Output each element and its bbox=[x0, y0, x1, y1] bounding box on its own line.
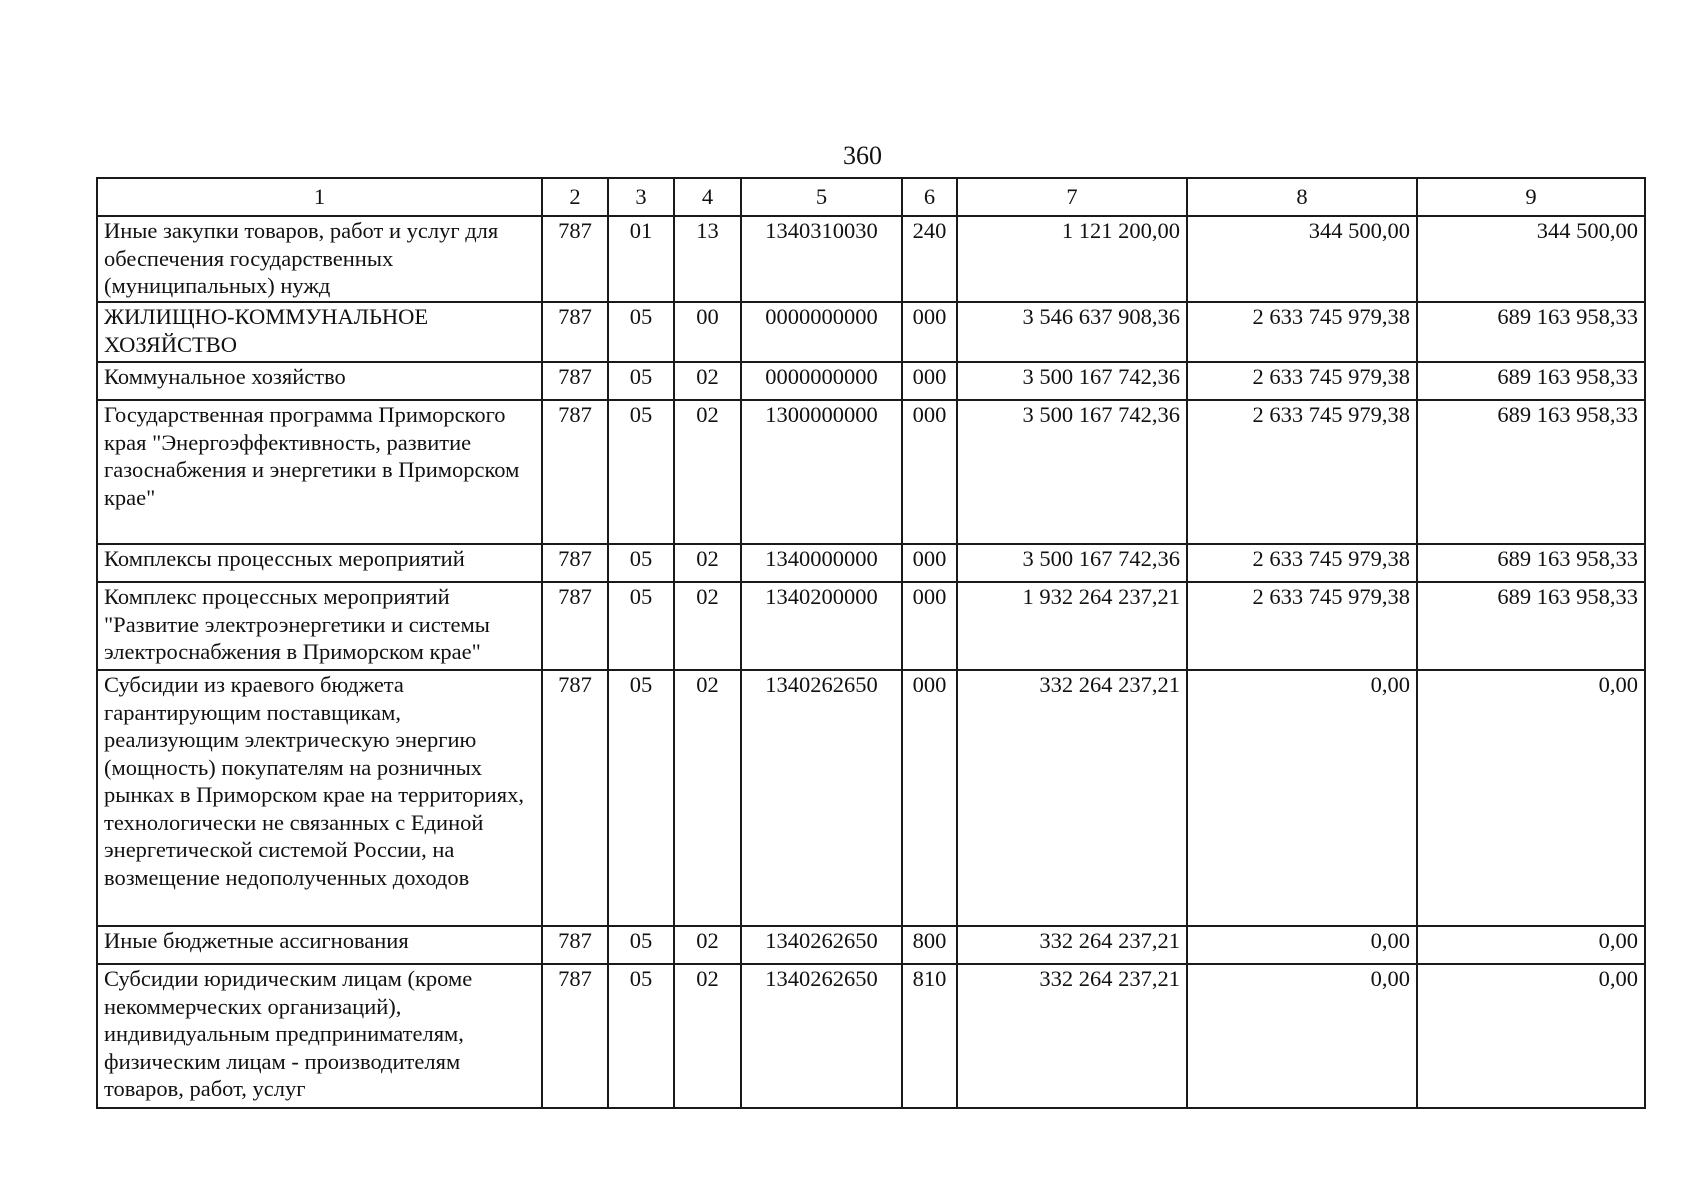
table-row bbox=[97, 302, 1645, 362]
row-name: Комплексы процессных мероприятий bbox=[97, 544, 542, 582]
header-cell: 2 bbox=[542, 178, 608, 216]
row-amount-8: 344 500,00 bbox=[1187, 216, 1417, 302]
page-number: 360 bbox=[843, 141, 882, 170]
table-row bbox=[97, 964, 1645, 1108]
table-row bbox=[97, 670, 1645, 926]
row-code-4: 02 bbox=[674, 400, 741, 544]
row-code-2: 787 bbox=[542, 216, 608, 302]
row-code-2: 787 bbox=[542, 362, 608, 400]
row-amount-8: 0,00 bbox=[1187, 926, 1417, 964]
row-amount-9: 689 163 958,33 bbox=[1417, 362, 1645, 400]
row-code-6: 000 bbox=[902, 582, 957, 670]
row-code-6: 000 bbox=[902, 302, 957, 362]
header-cell: 9 bbox=[1417, 178, 1645, 216]
row-code-5: 1340310030 bbox=[741, 216, 902, 302]
row-amount-8: 2 633 745 979,38 bbox=[1187, 400, 1417, 544]
row-code-4: 02 bbox=[674, 544, 741, 582]
row-amount-7: 1 932 264 237,21 bbox=[957, 582, 1187, 670]
row-code-4: 02 bbox=[674, 670, 741, 926]
row-amount-7: 3 500 167 742,36 bbox=[957, 362, 1187, 400]
row-code-6: 000 bbox=[902, 670, 957, 926]
row-code-2: 787 bbox=[542, 964, 608, 1108]
row-amount-8: 2 633 745 979,38 bbox=[1187, 362, 1417, 400]
row-code-5: 1340262650 bbox=[741, 926, 902, 964]
row-amount-8: 0,00 bbox=[1187, 964, 1417, 1108]
table-row bbox=[97, 362, 1645, 400]
header-cell: 8 bbox=[1187, 178, 1417, 216]
row-name: Иные бюджетные ассигнования bbox=[97, 926, 542, 964]
row-code-2: 787 bbox=[542, 670, 608, 926]
row-code-6: 000 bbox=[902, 362, 957, 400]
row-amount-7: 332 264 237,21 bbox=[957, 926, 1187, 964]
header-cell: 4 bbox=[674, 178, 741, 216]
row-code-5: 1300000000 bbox=[741, 400, 902, 544]
row-code-3: 05 bbox=[608, 362, 674, 400]
table-row bbox=[97, 544, 1645, 582]
row-name: Государственная программа Приморского края "Энергоэффективность, развитие газоснабжения и энергетики в Приморском крае" bbox=[97, 400, 542, 544]
row-amount-9: 0,00 bbox=[1417, 964, 1645, 1108]
row-code-4: 02 bbox=[674, 362, 741, 400]
row-code-2: 787 bbox=[542, 544, 608, 582]
row-code-3: 05 bbox=[608, 400, 674, 544]
row-amount-8: 2 633 745 979,38 bbox=[1187, 302, 1417, 362]
row-amount-7: 3 500 167 742,36 bbox=[957, 544, 1187, 582]
table-row bbox=[97, 926, 1645, 964]
row-code-4: 02 bbox=[674, 926, 741, 964]
row-amount-9: 0,00 bbox=[1417, 670, 1645, 926]
header-cell: 6 bbox=[902, 178, 957, 216]
row-amount-7: 3 546 637 908,36 bbox=[957, 302, 1187, 362]
row-amount-7: 332 264 237,21 bbox=[957, 964, 1187, 1108]
row-amount-9: 689 163 958,33 bbox=[1417, 582, 1645, 670]
header-row bbox=[97, 178, 1645, 216]
row-code-3: 05 bbox=[608, 670, 674, 926]
row-code-4: 13 bbox=[674, 216, 741, 302]
row-code-5: 1340262650 bbox=[741, 670, 902, 926]
row-code-3: 05 bbox=[608, 544, 674, 582]
row-name: Субсидии юридическим лицам (кроме некоммерческих организаций), индивидуальным предпринимателям, физическим лицам - производителям товаров, работ, услуг bbox=[97, 964, 542, 1108]
row-name: Субсидии из краевого бюджета гарантирующим поставщикам, реализующим электрическую энергию (мощность) покупателям на розничных рынках в Приморском крае на территориях, технологически не связанных с Единой энергетической системой России, на возмещение недополученных доходов bbox=[97, 670, 542, 926]
row-amount-9: 689 163 958,33 bbox=[1417, 544, 1645, 582]
row-amount-8: 2 633 745 979,38 bbox=[1187, 582, 1417, 670]
row-code-2: 787 bbox=[542, 926, 608, 964]
row-code-6: 000 bbox=[902, 400, 957, 544]
row-code-3: 05 bbox=[608, 964, 674, 1108]
row-amount-9: 344 500,00 bbox=[1417, 216, 1645, 302]
table-row bbox=[97, 582, 1645, 670]
row-code-3: 05 bbox=[608, 926, 674, 964]
row-code-2: 787 bbox=[542, 582, 608, 670]
header-cell: 1 bbox=[97, 178, 542, 216]
row-amount-9: 0,00 bbox=[1417, 926, 1645, 964]
row-code-5: 0000000000 bbox=[741, 362, 902, 400]
row-code-6: 810 bbox=[902, 964, 957, 1108]
row-amount-9: 689 163 958,33 bbox=[1417, 400, 1645, 544]
row-code-4: 00 bbox=[674, 302, 741, 362]
row-name: Иные закупки товаров, работ и услуг для обеспечения государственных (муниципальных) нужд bbox=[97, 216, 542, 302]
row-amount-7: 3 500 167 742,36 bbox=[957, 400, 1187, 544]
header-cell: 7 bbox=[957, 178, 1187, 216]
row-code-3: 05 bbox=[608, 302, 674, 362]
row-name: ЖИЛИЩНО-КОММУНАЛЬНОЕ ХОЗЯЙСТВО bbox=[97, 302, 542, 362]
header-cell: 5 bbox=[741, 178, 902, 216]
row-amount-7: 1 121 200,00 bbox=[957, 216, 1187, 302]
row-code-3: 01 bbox=[608, 216, 674, 302]
row-code-6: 800 bbox=[902, 926, 957, 964]
row-name: Комплекс процессных мероприятий "Развитие электроэнергетики и системы электроснабжения в Приморском крае" bbox=[97, 582, 542, 670]
row-name: Коммунальное хозяйство bbox=[97, 362, 542, 400]
table-row bbox=[97, 216, 1645, 302]
row-code-4: 02 bbox=[674, 964, 741, 1108]
row-code-5: 1340262650 bbox=[741, 964, 902, 1108]
row-code-3: 05 bbox=[608, 582, 674, 670]
row-code-2: 787 bbox=[542, 400, 608, 544]
row-code-4: 02 bbox=[674, 582, 741, 670]
row-amount-9: 689 163 958,33 bbox=[1417, 302, 1645, 362]
row-code-5: 1340200000 bbox=[741, 582, 902, 670]
row-code-6: 000 bbox=[902, 544, 957, 582]
row-amount-7: 332 264 237,21 bbox=[957, 670, 1187, 926]
row-amount-8: 2 633 745 979,38 bbox=[1187, 544, 1417, 582]
row-code-6: 240 bbox=[902, 216, 957, 302]
header-cell: 3 bbox=[608, 178, 674, 216]
budget-table bbox=[96, 177, 1646, 1109]
row-code-2: 787 bbox=[542, 302, 608, 362]
row-code-5: 0000000000 bbox=[741, 302, 902, 362]
row-code-5: 1340000000 bbox=[741, 544, 902, 582]
row-amount-8: 0,00 bbox=[1187, 670, 1417, 926]
table-row bbox=[97, 400, 1645, 544]
